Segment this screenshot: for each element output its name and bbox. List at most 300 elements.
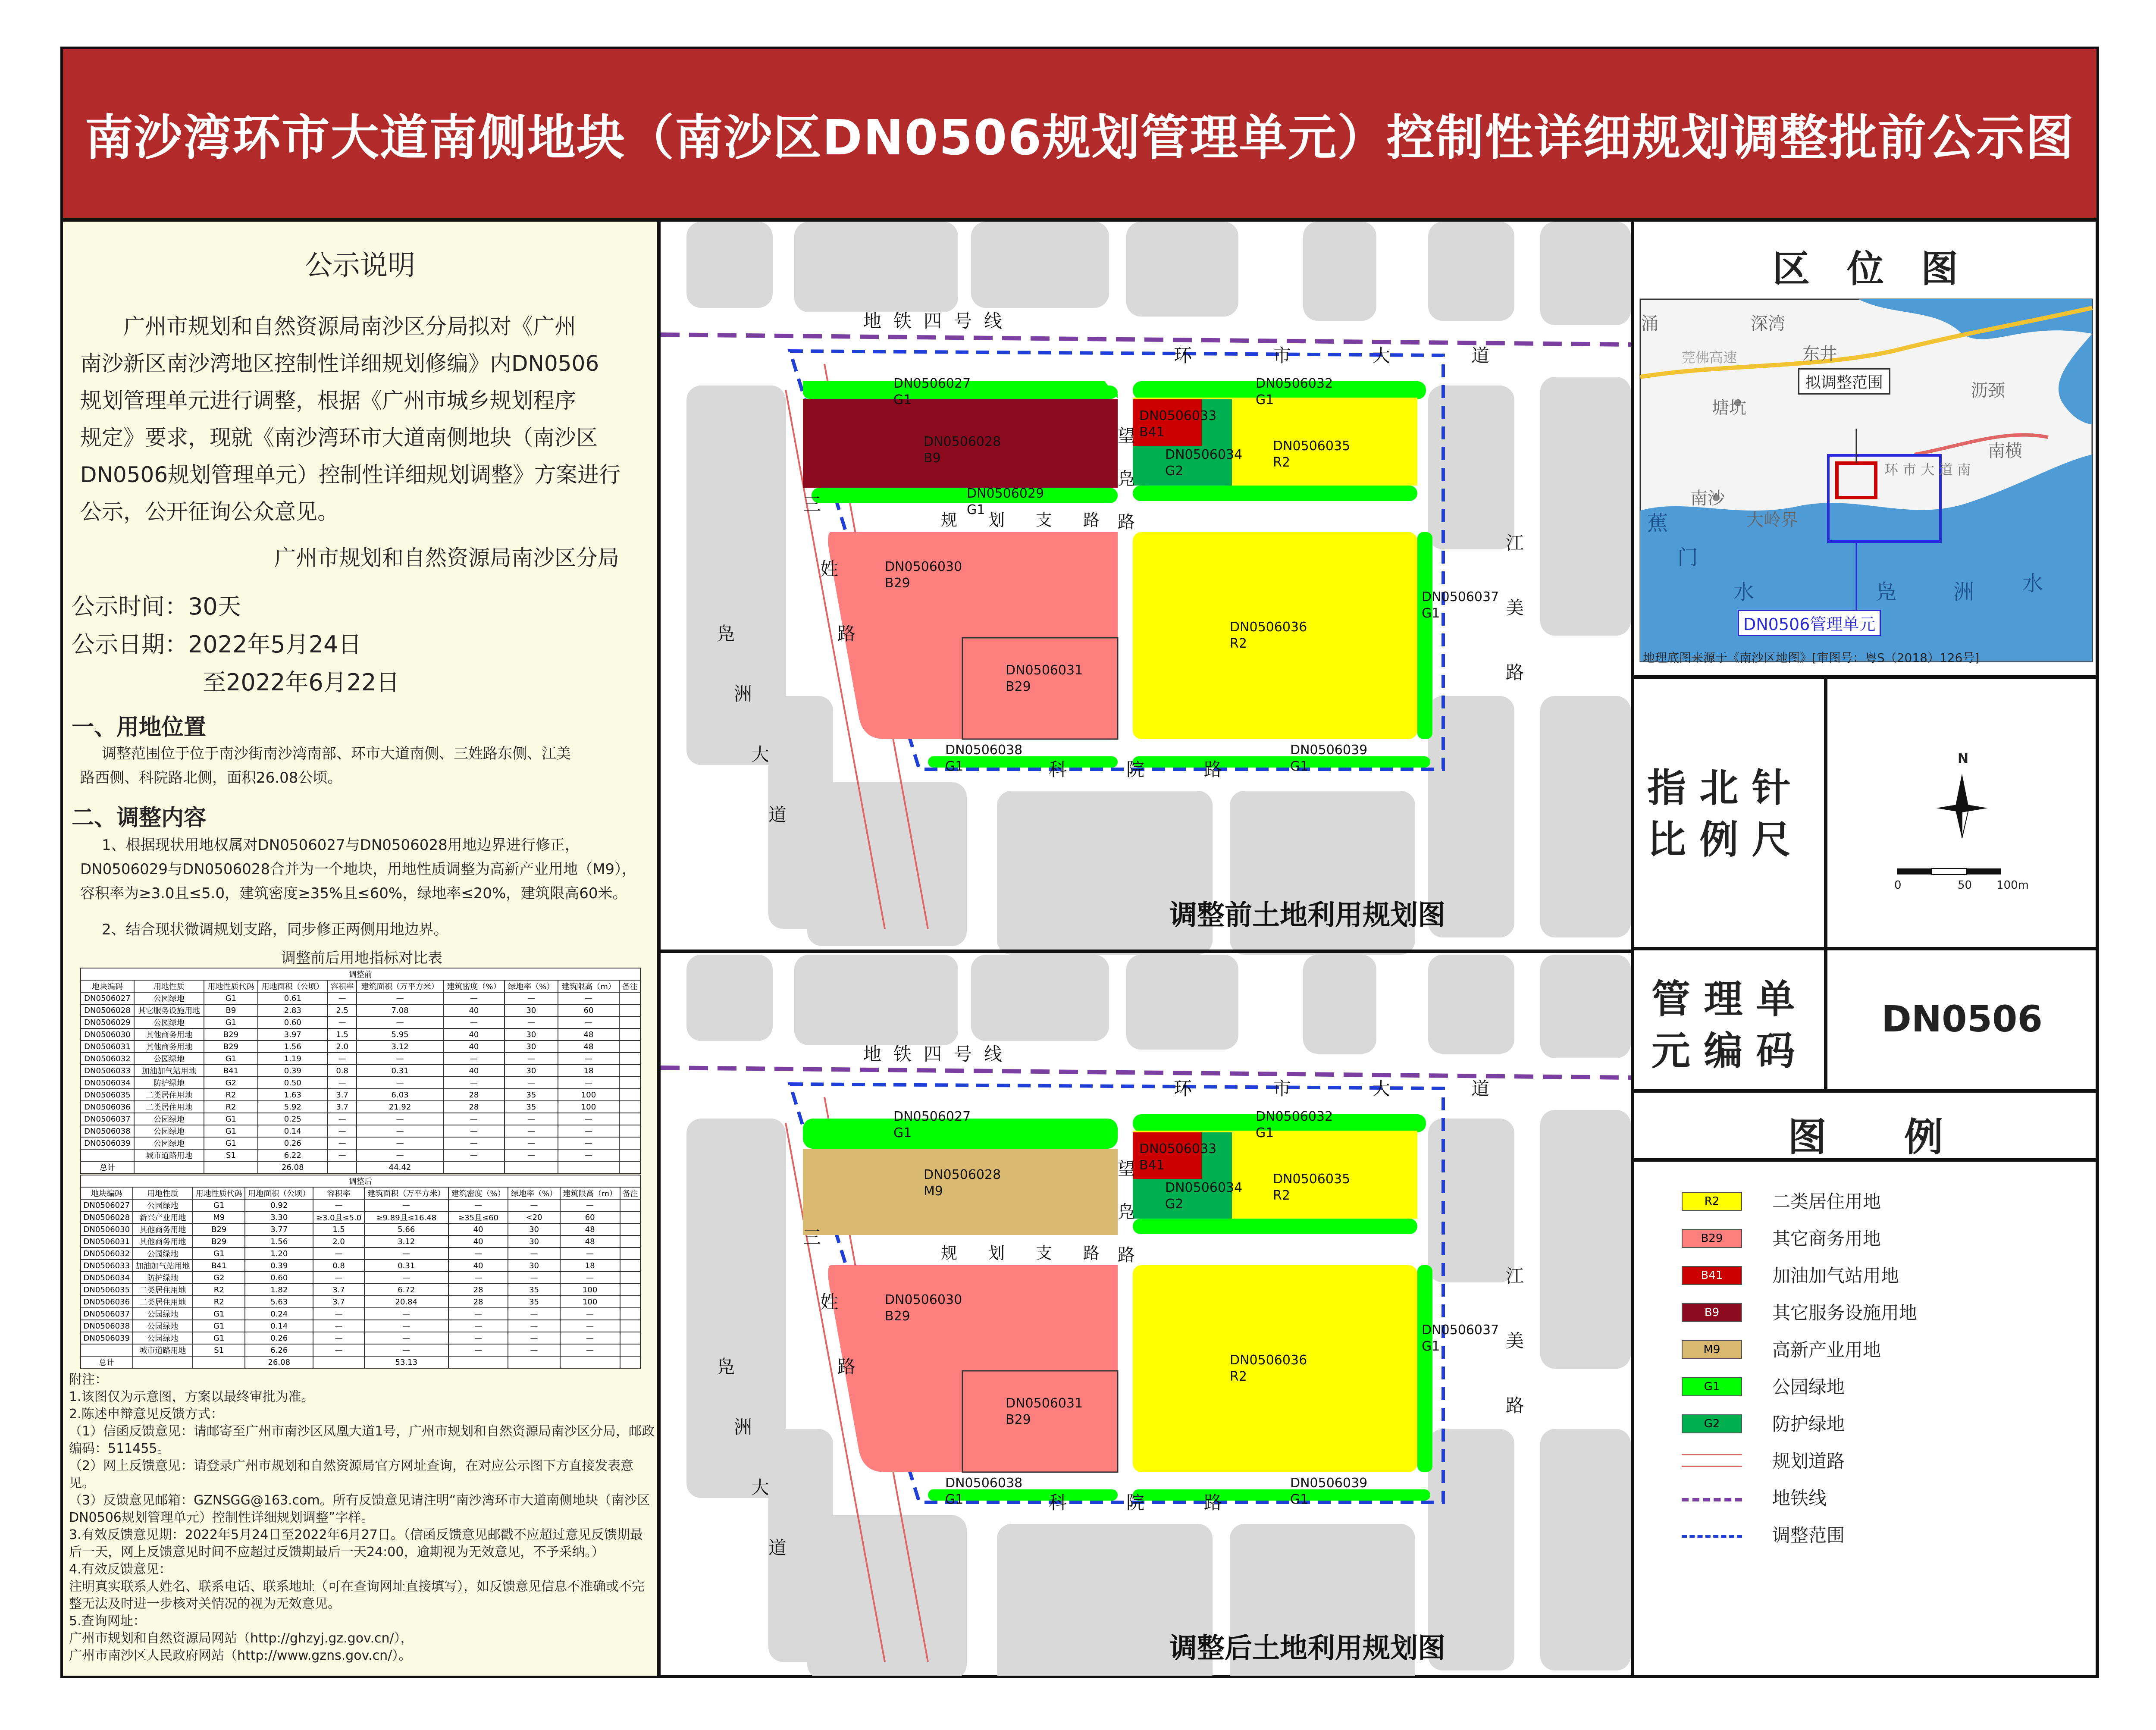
legend-header	[1634, 1093, 2096, 1162]
table-cell: G1	[193, 1308, 245, 1320]
table-cell: 其他商务用地	[134, 1041, 204, 1053]
table-row	[81, 1332, 640, 1344]
table-cell	[508, 1356, 560, 1368]
table-cell: —	[505, 1137, 558, 1149]
unit-callout-label: DN0506管理单元	[1738, 610, 1881, 636]
place-label: 东井	[1802, 344, 1837, 364]
table-cell: 28	[448, 1284, 508, 1296]
table-header-cell: 用地面积（公顷）	[258, 980, 328, 992]
table-cell	[558, 1161, 620, 1173]
parcel-use-label: G1	[893, 392, 912, 407]
parcel-use-label: B41	[1139, 425, 1165, 440]
road-label: 美	[1506, 1330, 1524, 1351]
table-cell	[620, 1199, 640, 1211]
table-cell	[619, 1065, 640, 1077]
note-line: 广州市规划和自然资源局网站（http://ghzyj.gz.gov.cn/），	[69, 1631, 414, 1646]
table-cell: 18	[558, 1065, 620, 1077]
parcel-DN0506039	[1133, 756, 1430, 768]
place-label: 沥颈	[1971, 381, 2005, 401]
map-title: 调整后土地利用规划图	[1169, 1633, 1445, 1664]
road-label: 凫	[1118, 469, 1135, 489]
table-cell: —	[328, 1149, 357, 1161]
table-cell: —	[357, 1016, 443, 1028]
table-header-cell: 用地性质代码	[193, 1187, 245, 1199]
table-cell: —	[560, 1247, 620, 1260]
table-cell: R2	[193, 1284, 245, 1296]
table-cell: —	[313, 1308, 364, 1320]
table-cell: 100	[560, 1296, 620, 1308]
parcel-code-label: DN0506031	[1006, 1396, 1083, 1411]
table-cell: 40	[443, 1041, 505, 1053]
table-cell: —	[560, 1308, 620, 1320]
road-label: 凫	[1118, 1202, 1135, 1222]
road-label: 路	[1118, 512, 1135, 532]
notice-line: 规划管理单元进行调整，根据《广州市城乡规划程序	[80, 388, 576, 413]
background-block	[1540, 222, 1631, 325]
map-source-note: 地理底图来源于《南沙区地图》[审图号：粤S（2018）126号]	[1643, 651, 1980, 665]
table-cell: —	[443, 1125, 505, 1137]
table-cell: 其他商务用地	[133, 1235, 193, 1247]
table-cell: —	[364, 1199, 448, 1211]
table-cell	[620, 1296, 640, 1308]
table-cell: G1	[204, 1113, 257, 1125]
table-cell: 0.14	[258, 1125, 328, 1137]
divider	[1824, 950, 1827, 1089]
table-header-cell: 用地性质	[134, 980, 204, 992]
legend-label: 高新产业用地	[1772, 1339, 1881, 1360]
parcel-DN0506036	[1133, 1265, 1417, 1472]
table-cell: 0.60	[245, 1272, 313, 1284]
table-cell: —	[560, 1344, 620, 1356]
table-row	[81, 1101, 640, 1113]
table-cell: 30	[508, 1260, 560, 1272]
table-cell: R2	[193, 1296, 245, 1308]
section-content-line: 2、结合现状微调规划支路，同步修正两侧用地边界。	[102, 921, 448, 938]
table-cell: 3.7	[328, 1101, 357, 1113]
background-block	[1428, 1119, 1514, 1282]
legend-label: 规划道路	[1772, 1451, 1845, 1472]
table-cell: —	[443, 1016, 505, 1028]
table-cell: —	[364, 1308, 448, 1320]
legend-swatch: B41	[1682, 1266, 1742, 1285]
table-cell: DN0506032	[81, 1053, 134, 1065]
table-cell	[620, 1308, 640, 1320]
table-cell: R2	[204, 1101, 257, 1113]
table-header-cell: 备注	[619, 980, 640, 992]
table-header-cell: 地块编码	[81, 1187, 133, 1199]
table-cell: 0.8	[313, 1260, 364, 1272]
table-cell: 35	[508, 1284, 560, 1296]
table-cell: 2.5	[328, 1004, 357, 1016]
land-use-maps	[661, 222, 1631, 1676]
map-before	[661, 222, 1631, 955]
table-cell: 35	[505, 1089, 558, 1101]
table-cell: 公园绿地	[134, 1125, 204, 1137]
table-cell: —	[328, 1053, 357, 1065]
table-cell: DN0506039	[81, 1137, 134, 1149]
table-cell: ≥3.0且≤5.0	[313, 1211, 364, 1223]
table-row	[81, 1149, 640, 1161]
notes-block	[69, 1371, 655, 1664]
table-cell: R2	[204, 1089, 257, 1101]
notice-date-end: 至2022年6月22日	[203, 669, 400, 696]
table-cell: —	[448, 1199, 508, 1211]
table-cell: 3.77	[245, 1223, 313, 1235]
table-cell: —	[505, 1113, 558, 1125]
parcel-code-label: DN0506031	[1006, 663, 1083, 678]
table-cell: G1	[193, 1199, 245, 1211]
table-cell: —	[443, 1077, 505, 1089]
legend-label: 地铁线	[1772, 1488, 1827, 1509]
road-label: 科	[1049, 759, 1067, 780]
table-row	[81, 1041, 640, 1053]
parcel-use-label: G1	[967, 502, 985, 517]
metro-label: 线	[984, 310, 1003, 332]
table-cell: —	[328, 1113, 357, 1125]
table-cell: 防护绿地	[134, 1077, 204, 1089]
table-cell: 30	[505, 1065, 558, 1077]
table-cell: 60	[560, 1211, 620, 1223]
table-cell: 0.26	[245, 1332, 313, 1344]
table-cell: 0.31	[364, 1260, 448, 1272]
notice-panel	[63, 222, 661, 1676]
table-cell: —	[505, 1077, 558, 1089]
table-cell: 公园绿地	[134, 1053, 204, 1065]
road-label: 大	[1372, 1078, 1391, 1099]
table-header-cell: 绿地率（%）	[505, 980, 558, 992]
note-line: 4.有效反馈意见：	[69, 1562, 172, 1577]
table-cell: 28	[443, 1101, 505, 1113]
metro-label: 四	[924, 310, 942, 332]
table-cell: 0.60	[258, 1016, 328, 1028]
table-cell: B29	[193, 1223, 245, 1235]
background-block	[1540, 696, 1631, 937]
table-cell	[620, 1223, 640, 1235]
table-cell	[620, 1247, 640, 1260]
legend-label: 其它商务用地	[1772, 1228, 1881, 1249]
table-cell: 40	[448, 1260, 508, 1272]
table-cell: —	[328, 1016, 357, 1028]
section-location-line: 调整范围位于位于南沙街南沙湾南部、环市大道南侧、三姓路东侧、江美	[102, 745, 571, 762]
parcel-code-label: DN0506030	[885, 559, 962, 574]
table-cell	[620, 1260, 640, 1272]
note-line: 注明真实联系人姓名、联系电话、联系地址（可在查询网址直接填写），如反馈意见信息不准确或不完整无法及时进一步核对关情况的视为无效意见。	[69, 1579, 645, 1611]
table-cell: 0.26	[258, 1137, 328, 1149]
place-label: 涌	[1641, 314, 1658, 334]
table-cell	[560, 1356, 620, 1368]
table-cell: DN0506033	[81, 1065, 134, 1077]
table-cell: 28	[443, 1089, 505, 1101]
table-cell	[81, 1344, 133, 1356]
table-cell: 40	[443, 1004, 505, 1016]
table-cell: 0.39	[258, 1065, 328, 1077]
table-cell: —	[560, 1332, 620, 1344]
notice-body	[80, 308, 641, 530]
background-block	[1428, 222, 1514, 321]
legend-swatch	[1682, 1454, 1742, 1467]
table-cell: 20.84	[364, 1296, 448, 1308]
scale-tick: 0	[1894, 879, 1902, 892]
table-cell: DN0506030	[81, 1028, 134, 1041]
road-label: 洲	[734, 683, 752, 705]
table-cell	[620, 1235, 640, 1247]
road-label: 凫	[717, 1356, 735, 1377]
table-cell: —	[448, 1344, 508, 1356]
unit-code-value: DN0506	[1881, 998, 2043, 1040]
metro-label: 地	[863, 310, 882, 332]
table-cell: 40	[448, 1223, 508, 1235]
legend-swatch: R2	[1682, 1192, 1742, 1211]
table-cell: 0.61	[258, 992, 328, 1004]
table-cell: 3.7	[328, 1089, 357, 1101]
road-label: 美	[1506, 597, 1524, 618]
table-row	[81, 1356, 640, 1368]
table-cell: —	[558, 1149, 620, 1161]
table-cell: 其它服务设施用地	[134, 1004, 204, 1016]
parcel-use-label: B29	[885, 576, 910, 591]
table-row	[81, 1077, 640, 1089]
table-cell: DN0506037	[81, 1308, 133, 1320]
note-line: （2）网上反馈意见：请登录广州市规划和自然资源局官方网址查询，在对应公示图下方直接发表意见。	[69, 1458, 634, 1491]
table-cell: 7.08	[357, 1004, 443, 1016]
table-cell: 26.08	[245, 1356, 313, 1368]
table-cell: 100	[558, 1089, 620, 1101]
table-cell: G1	[204, 1125, 257, 1137]
metro-label: 四	[924, 1044, 942, 1065]
parcel-DN0506028	[803, 1149, 1118, 1235]
right-panel	[1634, 222, 2096, 1676]
road-label: 洲	[734, 1417, 752, 1438]
background-block	[1303, 222, 1376, 321]
table-header-cell: 建筑限高（m）	[560, 1187, 620, 1199]
table-cell: —	[313, 1332, 364, 1344]
table-row	[81, 1065, 640, 1077]
legend-label: 防护绿地	[1772, 1413, 1845, 1435]
table-cell: 21.92	[357, 1101, 443, 1113]
table-cell: —	[313, 1199, 364, 1211]
table-cell: 35	[508, 1296, 560, 1308]
table-cell: —	[313, 1247, 364, 1260]
north-arrow-icon	[1824, 679, 2096, 946]
table-cell: —	[328, 1077, 357, 1089]
parcel-code-label: DN0506027	[893, 1109, 971, 1124]
map-panel	[661, 222, 1634, 1676]
table-cell: G1	[204, 1053, 257, 1065]
table-cell: —	[505, 992, 558, 1004]
table-cell	[620, 1356, 640, 1368]
table-cell: DN0506037	[81, 1113, 134, 1125]
table-cell: —	[328, 992, 357, 1004]
table-cell: —	[560, 1320, 620, 1332]
road-label: 道	[768, 804, 787, 825]
table-cell: DN0506034	[81, 1077, 134, 1089]
legend-label: 公园绿地	[1772, 1376, 1845, 1398]
road-label: 市	[1273, 1078, 1291, 1099]
parcel-use-label: G1	[1290, 759, 1309, 774]
place-label: 南沙	[1690, 489, 1725, 508]
road-label: 江	[1506, 1266, 1524, 1287]
table-cell: DN0506038	[81, 1320, 133, 1332]
table-cell: S1	[193, 1344, 245, 1356]
table-cell: —	[558, 992, 620, 1004]
road-label: 姓	[820, 1291, 839, 1313]
table-phase-label: 调整后	[81, 1175, 640, 1187]
table-cell: 3.12	[357, 1041, 443, 1053]
parcel-code-label: DN0506037	[1422, 589, 1499, 605]
table-cell	[448, 1356, 508, 1368]
table-cell	[619, 1028, 640, 1041]
parcel-code-label: DN0506039	[1290, 743, 1368, 758]
parcel-use-label: G1	[1256, 392, 1274, 407]
table-cell: —	[364, 1344, 448, 1356]
table-cell: —	[313, 1272, 364, 1284]
legend-label: 二类居住用地	[1772, 1191, 1881, 1212]
legend-swatch: M9	[1682, 1340, 1742, 1359]
parcel-DN0506032-south	[1133, 486, 1417, 501]
background-block	[686, 222, 773, 308]
table-cell: 公园绿地	[134, 1137, 204, 1149]
table-cell: DN0506028	[81, 1004, 134, 1016]
parcel-DN0506036	[1133, 532, 1417, 739]
table-cell: 二类居住用地	[133, 1284, 193, 1296]
table-cell: 5.92	[258, 1101, 328, 1113]
parcel-DN0506037	[1417, 1265, 1432, 1472]
parcel-code-label: DN0506030	[885, 1292, 962, 1307]
table-cell	[134, 1161, 204, 1173]
table-cell: —	[364, 1247, 448, 1260]
table-cell: 防护绿地	[133, 1272, 193, 1284]
section-location-line: 路西侧、科院路北侧，面积26.08公顷。	[80, 769, 342, 787]
parcel-code-label: DN0506036	[1230, 1353, 1307, 1368]
background-block	[807, 782, 967, 946]
table-row	[81, 1272, 640, 1284]
table-header-cell: 用地性质代码	[204, 980, 257, 992]
section-content-heading: 二、调整内容	[72, 805, 207, 831]
parcel-code-label: DN0506037	[1422, 1323, 1499, 1338]
table-row	[81, 1235, 640, 1247]
table-cell	[619, 1041, 640, 1053]
notice-period: 公示时间：30天	[72, 593, 241, 620]
table-cell	[505, 1161, 558, 1173]
road-label: 规	[941, 1244, 958, 1263]
table-cell: 0.25	[258, 1113, 328, 1125]
table-cell: —	[328, 1125, 357, 1137]
road-label: 路	[1118, 1245, 1135, 1265]
table-after	[80, 1175, 641, 1369]
parcel-use-label: G1	[945, 1492, 964, 1507]
title-banner	[63, 49, 2096, 222]
table-cell: —	[508, 1320, 560, 1332]
location-box	[1634, 222, 2096, 679]
table-cell	[619, 1077, 640, 1089]
metro-label: 号	[954, 1044, 972, 1065]
parcel-use-label: G1	[1422, 606, 1440, 621]
table-cell: DN0506033	[81, 1260, 133, 1272]
table-row	[81, 1004, 640, 1016]
table-cell: 1.5	[313, 1223, 364, 1235]
parcel-code-label: DN0506039	[1290, 1476, 1368, 1491]
table-cell: 5.95	[357, 1028, 443, 1041]
table-cell: 3.7	[313, 1284, 364, 1296]
road-label: 支	[1036, 511, 1053, 530]
legend-label: 加油加气站用地	[1772, 1265, 1899, 1286]
notice-line: 广州市规划和自然资源局南沙区分局拟对《广州	[123, 314, 576, 339]
section-content-line: 容积率为≥3.0且≤5.0，建筑密度≥35%且≤60%，绿地率≤20%，建筑限高60米。	[80, 885, 627, 902]
table-cell: —	[508, 1247, 560, 1260]
table-row	[81, 992, 640, 1004]
table-header-cell: 用地面积（公顷）	[245, 1187, 313, 1199]
parcel-code-label: DN0506032	[1256, 1109, 1333, 1124]
table-cell: 0.39	[245, 1260, 313, 1272]
table-cell: G1	[193, 1247, 245, 1260]
table-cell: G2	[204, 1077, 257, 1089]
table-cell: 公园绿地	[134, 1016, 204, 1028]
table-cell: —	[448, 1308, 508, 1320]
parcel-code-label: DN0506028	[924, 1167, 1001, 1182]
metro-label: 线	[984, 1044, 1003, 1065]
parcel-DN0506031	[962, 1371, 1118, 1472]
table-cell: 3.12	[364, 1235, 448, 1247]
note-line: 5.查询网址：	[69, 1614, 146, 1629]
water-label: 水	[2022, 571, 2043, 595]
table-cell: 2.0	[328, 1041, 357, 1053]
table-cell: —	[443, 1149, 505, 1161]
table-cell: 48	[560, 1223, 620, 1235]
location-title: 区 位 图	[1773, 248, 1958, 291]
parcel-code-label: DN0506034	[1165, 447, 1243, 462]
map-title: 调整前土地利用规划图	[1169, 899, 1445, 931]
parcel-use-label: R2	[1230, 636, 1247, 651]
table-cell: 30	[505, 1028, 558, 1041]
road-label: 凫	[717, 623, 735, 644]
table-cell: 53.13	[364, 1356, 448, 1368]
note-line: 附注：	[69, 1372, 108, 1387]
north-n-label: N	[1958, 751, 1969, 766]
table-cell: 加油加气站用地	[133, 1260, 193, 1272]
table-header-cell: 备注	[620, 1187, 640, 1199]
table-cell	[620, 1320, 640, 1332]
table-cell: 0.31	[357, 1065, 443, 1077]
table-cell: 40	[443, 1028, 505, 1041]
table-cell	[620, 1332, 640, 1344]
unit-code-label: 管 理 单	[1651, 977, 1795, 1022]
place-label: 南横	[1988, 441, 2022, 461]
road-label: 大	[1372, 345, 1391, 366]
background-block	[971, 955, 1109, 1041]
parcel-code-label: DN0506036	[1230, 620, 1307, 635]
table-cell: —	[505, 1149, 558, 1161]
unit-code-label: 元 编 码	[1651, 1028, 1795, 1074]
table-cell: 公园绿地	[133, 1308, 193, 1320]
parcel-code-label: DN0506035	[1273, 1172, 1351, 1187]
legend-label: 调整范围	[1772, 1525, 1845, 1546]
table-row	[81, 1260, 640, 1272]
parcel-use-label: R2	[1273, 1188, 1290, 1203]
table-cell	[193, 1356, 245, 1368]
road-label: 路	[1083, 1244, 1100, 1263]
parcel-code-label: DN0506029	[967, 486, 1044, 501]
road-label: 路	[1204, 1492, 1222, 1513]
table-cell	[619, 1004, 640, 1016]
table-cell: DN0506028	[81, 1211, 133, 1223]
table-cell	[443, 1161, 505, 1173]
table-cell: —	[558, 1053, 620, 1065]
table-cell: G1	[204, 1137, 257, 1149]
parcel-use-label: G1	[1256, 1125, 1274, 1141]
water-label: 门	[1677, 545, 1698, 570]
table-cell: 30	[505, 1041, 558, 1053]
water-label: 水	[1733, 580, 1755, 604]
